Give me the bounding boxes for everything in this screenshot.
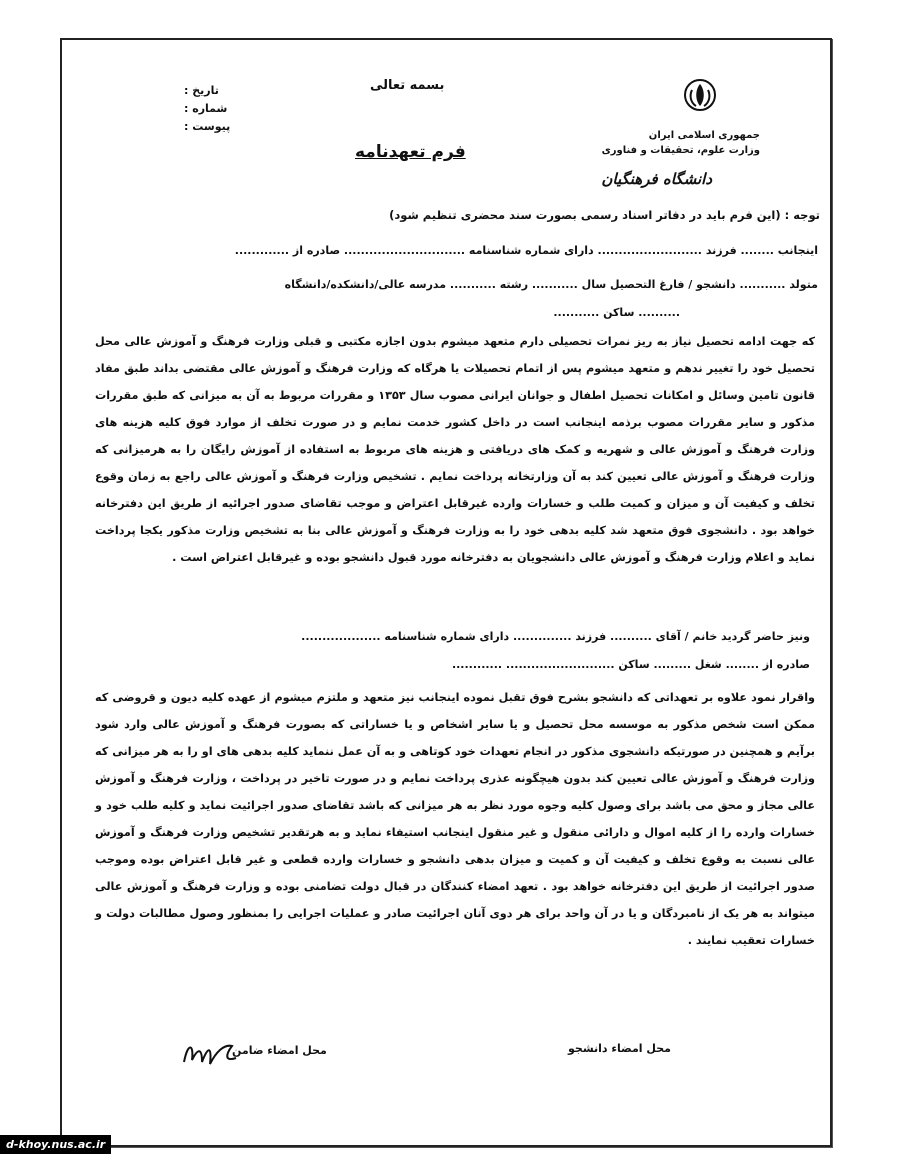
bismillah-heading: بسمه تعالی xyxy=(370,78,445,93)
footer-url: d-khoy.nus.ac.ir xyxy=(0,1135,111,1154)
guarantor-paragraph xyxy=(95,684,815,954)
number-label: شماره : xyxy=(184,102,228,115)
guarantor-signature-label: محل امضاء ضامن xyxy=(232,1044,327,1057)
document-border xyxy=(60,38,832,1147)
iran-emblem-icon xyxy=(683,78,717,112)
identity-line-1: اینجانب ........ فرزند ......................... دارای شماره شناسنامه ............................. صادره از ............. xyxy=(234,244,818,257)
guarantor-signature xyxy=(180,1032,240,1072)
date-label: تاریخ : xyxy=(184,84,219,97)
identity-line-2: متولد ........... دانشجو / فارغ التحصیل سال ........... رشته ........... مدرسه عالی/دانشکده/دانشگاه xyxy=(284,278,818,291)
guarantor-line-2: صادره از ........ شغل ......... ساکن .......................... ............ xyxy=(451,658,810,671)
university-name: دانشگاه فرهنگیان xyxy=(601,170,712,188)
undertaking-text: که جهت ادامه تحصیل نیاز به ریز نمرات تحصیلی دارم متعهد میشوم بدون اجازه مکتبی و قبلی وزارت فرهنگ و آموزش عالی محل تحصیل خود را تغییر ندهم و متعهد میشوم پس از اتمام تحصیلات یا هرگاه که وزارت فرهنگ و آموزش عالی مقتضی بداند طبق مفاد قانون تامین وسائل و امکانات تحصیل اطفال و جوانان ایرانی مصوب سال ۱۳۵۳ و مقررات مربوط به آن به میزانی که طبق مقررات مذکور و سایر مقررات مصوب برذمه اینجانب است در داخل کشور خدمت نمایم و در صورت تخلف از موارد فوق کلیه هزینه های وزارت فرهنگ و آموزش عالی و شهریه و کمک های دریافتی و هزینه های مربوط به استفاده از آموزش رایگان را به هرمیزانی که وزارت فرهنگ و آموزش عالی تعیین کند به آن وزارتخانه پرداخت نمایم . تشخیص وزارت فرهنگ و آموزش عالی راجع به زمان وقوع تخلف و کیفیت آن و میزان و کمیت طلب و خسارات وارده غیرقابل اعتراض و موجب تقاضای صدور اجرائیه از طریق این دفترخانه خواهد بود . دانشجوی فوق متعهد شد کلیه بدهی خود را به وزارت فرهنگ و آموزش عالی بنا به تشخیص وزارت مذکور یکجا پرداخت نماید و اعلام وزارت فرهنگ و آموزش عالی دانشجویان به دفترخانه مورد قبول دانشجو بوده و غیرقابل اعتراض است . xyxy=(95,335,815,564)
guarantor-line-1: ونیز حاضر گردید خانم / آقای .......... فرزند .............. دارای شماره شناسنامه ................... xyxy=(301,630,810,643)
guarantor-text: واقرار نمود علاوه بر تعهداتی که دانشجو بشرح فوق تقبل نموده اینجانب نیز متعهد و ملتزم میشوم از عهده کلیه دیون و قروضی که ممکن است شخص مذکور به موسسه محل تحصیل و یا سایر اشخاص و یا خساراتی که بصورت فرهنگ و آموزش عالی وارد شود برآیم و همچنین در صورتیکه دانشجوی مذکور در انجام تعهدات خود کوتاهی و به آن عمل ننماید کلیه بدهی های او را به هر میزانی که وزارت فرهنگ و آموزش عالی تعیین کند بدون هیچگونه عذری پرداخت نمایم و در صورت تاخیر در پرداخت ، وزارت فرهنگ و آموزش عالی مجاز و محق می باشد برای وصول کلیه وجوه مورد نظر به هر میزانی که باشد تقاضای صدور اجرائیت نماید و کلیه طلب خود و خسارات وارده را از کلیه اموال و دارائی منقول و غیر منقول اینجانب استیفاء نماید و به هرتقدیر تشخیص وزارت فرهنگ و آموزش عالی نسبت به وقوع تخلف و کیفیت آن و کمیت و میزان بدهی دانشجو و خسارات وارده قطعی و غیر قابل اعتراض بوده وموجب صدور اجرائیت از طریق این دفترخانه خواهد بود . تعهد امضاء کنندگان در قبال دولت تضامنی بوده و وزارت فرهنگ و آموزش عالی میتواند به هر یک از نامبردگان و یا در آن واحد برای هر دوی آنان اجرائیت صادر و عملیات اجرایی را بمنظور وصول مطالبات دولت و خسارات تعقیب نمایند . xyxy=(95,691,815,947)
ministry-name: وزارت علوم، تحقیقات و فناوری xyxy=(601,145,760,156)
undertaking-paragraph xyxy=(95,328,815,571)
form-note: توجه : (این فرم باید در دفاتر اسناد رسمی بصورت سند محضری تنظیم شود) xyxy=(389,208,820,222)
page-title: فرم تعهدنامه xyxy=(355,142,466,162)
attachment-label: پیوست : xyxy=(184,120,231,133)
identity-line-3: .......... ساکن ........... xyxy=(553,306,680,319)
student-signature-label: محل امضاء دانشجو xyxy=(568,1042,671,1055)
country-name: جمهوری اسلامی ایران xyxy=(648,130,760,141)
